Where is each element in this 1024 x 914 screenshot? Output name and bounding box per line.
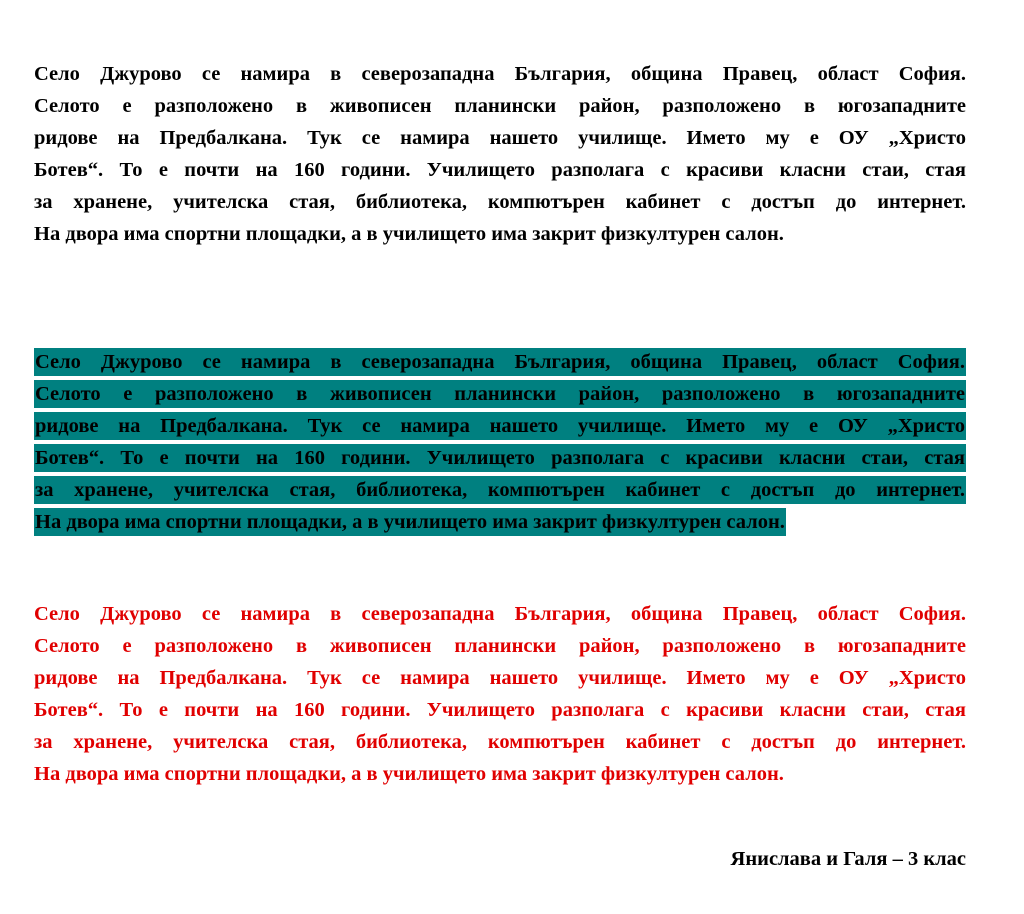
paragraph-highlighted <box>34 348 966 540</box>
highlighted-line: за хранене, учителска стая, библиотека, компютърен кабинет с достъп до интернет. <box>34 476 966 504</box>
paragraph-line: Село Джурово се намира в северозападна България, община Правец, област София. <box>34 603 966 625</box>
paragraph-line: На двора има спортни площадки, а в училището има закрит физкултурен салон. <box>34 223 784 245</box>
highlighted-line: Село Джурово се намира в северозападна България, община Правец, област София. <box>34 348 966 376</box>
highlighted-line: На двора има спортни площадки, а в училището има закрит физкултурен салон. <box>34 508 786 536</box>
paragraph-line: Селото е разположено в живописен планински район, разположено в югозападните <box>34 635 966 657</box>
paragraph-line: за хранене, учителска стая, библиотека, компютърен кабинет с достъп до интернет. <box>34 191 966 213</box>
paragraph-line: Ботев“. То е почти на 160 години. Училището разполага с красиви класни стаи, стая <box>34 159 966 181</box>
paragraph-line: Село Джурово се намира в северозападна България, община Правец, област София. <box>34 63 966 85</box>
paragraph-plain <box>34 58 966 250</box>
paragraph-line: Селото е разположено в живописен планински район, разположено в югозападните <box>34 95 966 117</box>
paragraph-line: за хранене, учителска стая, библиотека, компютърен кабинет с достъп до интернет. <box>34 731 966 753</box>
paragraph-line: ридове на Предбалкана. Тук се намира нашето училище. Името му е ОУ „Христо <box>34 667 966 689</box>
highlighted-line: Селото е разположено в живописен планински район, разположено в югозападните <box>34 380 966 408</box>
highlighted-line: ридове на Предбалкана. Тук се намира нашето училище. Името му е ОУ „Христо <box>34 412 966 440</box>
highlighted-line: Ботев“. То е почти на 160 години. Училището разполага с красиви класни стаи, стая <box>34 444 966 472</box>
author-signature: Янислава и Галя – 3 клас <box>730 848 966 870</box>
paragraph-line: Ботев“. То е почти на 160 години. Училището разполага с красиви класни стаи, стая <box>34 699 966 721</box>
paragraph-line: ридове на Предбалкана. Тук се намира нашето училище. Името му е ОУ „Христо <box>34 127 966 149</box>
paragraph-line: На двора има спортни площадки, а в училището има закрит физкултурен салон. <box>34 763 784 785</box>
paragraph-red <box>34 598 966 790</box>
